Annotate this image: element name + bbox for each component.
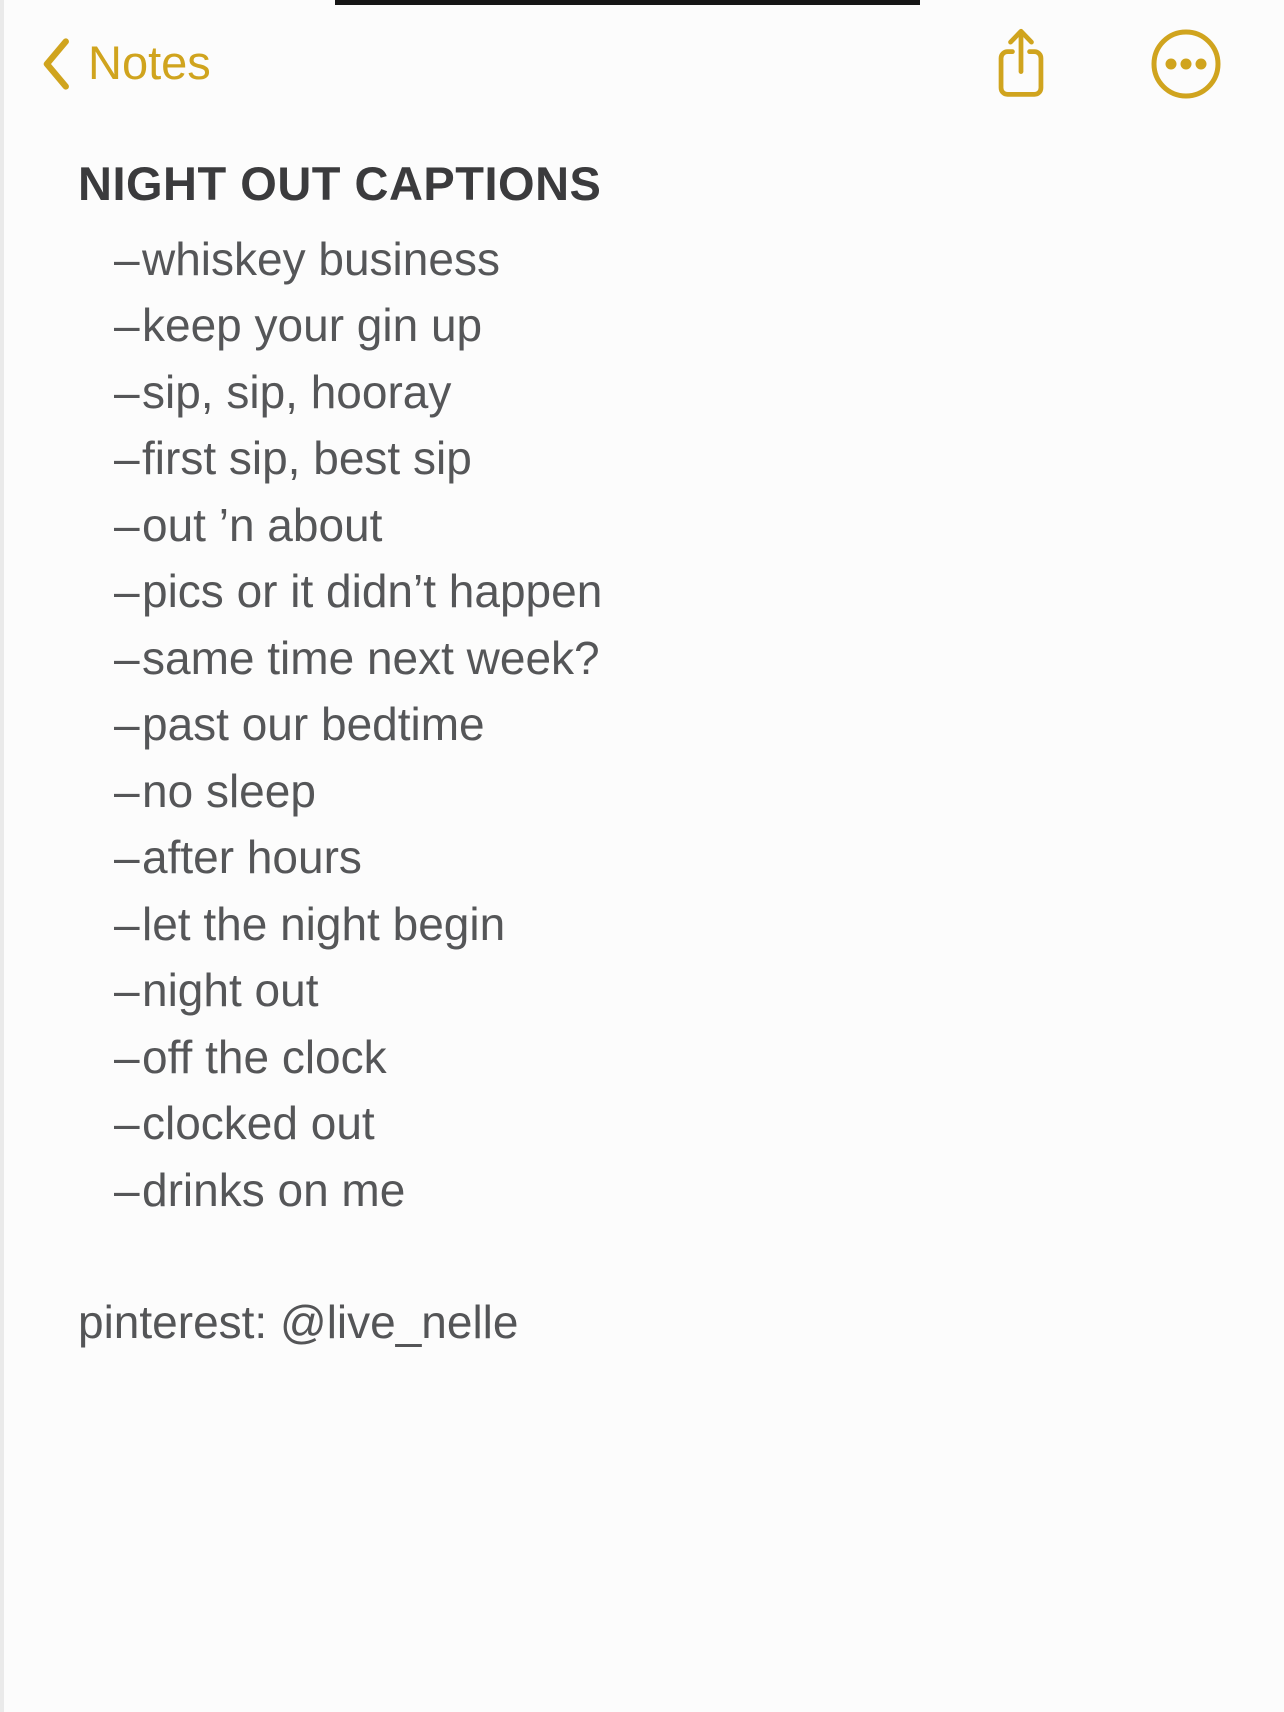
ellipsis-circle-icon[interactable]: [1150, 28, 1222, 100]
list-item-text: keep your gin up: [142, 299, 483, 352]
list-item-dash: –: [114, 299, 140, 352]
list-item-dash: –: [114, 631, 140, 684]
back-label: Notes: [88, 35, 211, 89]
list-item-dash: –: [114, 232, 140, 285]
list-item-dash: –: [114, 432, 140, 485]
list-item: [78, 226, 1224, 293]
list-item-dash: –: [114, 1030, 140, 1083]
list-item-dash: –: [114, 964, 140, 1017]
list-item-dash: –: [114, 831, 140, 884]
list-item-text: out ’n about: [142, 498, 383, 551]
list-item-text: night out: [142, 964, 319, 1017]
list-item-text: past our bedtime: [142, 698, 485, 751]
list-item-text: sip, sip, hooray: [142, 365, 452, 418]
list-item: [78, 1157, 1224, 1224]
list-item: [78, 1090, 1224, 1157]
list-item-text: same time next week?: [142, 631, 600, 684]
list-item-dash: –: [114, 764, 140, 817]
list-item-text: off the clock: [142, 1030, 387, 1083]
list-item-text: clocked out: [142, 1097, 375, 1150]
back-button[interactable]: [38, 37, 211, 91]
list-item-text: drinks on me: [142, 1163, 406, 1216]
list-item-text: no sleep: [142, 764, 316, 817]
chevron-left-icon: [38, 37, 72, 91]
list-item-dash: –: [114, 565, 140, 618]
list-item: [78, 691, 1224, 758]
list-item-dash: –: [114, 498, 140, 551]
note-title: NIGHT OUT CAPTIONS: [78, 157, 602, 210]
list-item-dash: –: [114, 365, 140, 418]
list-item-dash: –: [114, 1163, 140, 1216]
list-item-text: pics or it didn’t happen: [142, 565, 603, 618]
list-item-dash: –: [114, 1097, 140, 1150]
nav-actions: [990, 26, 1222, 102]
pinterest-credit: pinterest: @live_nelle: [78, 1296, 519, 1349]
list-item-text: let the night begin: [142, 897, 506, 950]
caption-list: [78, 226, 1224, 1224]
list-item-dash: –: [114, 897, 140, 950]
list-item: [78, 891, 1224, 958]
list-item: [78, 425, 1224, 492]
list-item-text: first sip, best sip: [142, 432, 472, 485]
list-item: [78, 625, 1224, 692]
list-item-dash: –: [114, 698, 140, 751]
list-item: [78, 758, 1224, 825]
list-item: [78, 1024, 1224, 1091]
list-item: [78, 359, 1224, 426]
screen-artifact-bar: [335, 0, 920, 5]
list-item-text: whiskey business: [142, 232, 500, 285]
list-item: [78, 292, 1224, 359]
list-item: [78, 492, 1224, 559]
list-item: [78, 957, 1224, 1024]
list-item: [78, 558, 1224, 625]
list-item: [78, 824, 1224, 891]
nav-bar: [0, 0, 1284, 102]
share-icon[interactable]: [990, 26, 1052, 102]
note-editor[interactable]: [0, 158, 1284, 1356]
list-item-text: after hours: [142, 831, 362, 884]
